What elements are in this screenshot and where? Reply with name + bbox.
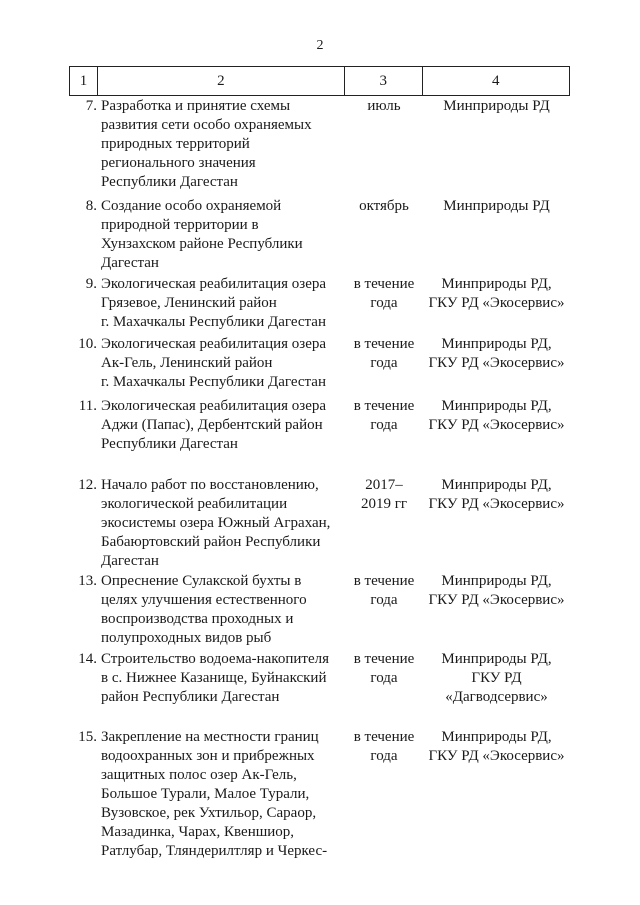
responsible-line: Минприроды РД, [441,336,552,352]
description-line: Ратлубар, Тляндерилтляр и Черкес- [101,843,328,859]
row-responsible [423,97,570,116]
term-line: года [370,592,398,608]
term-line: в течение [353,336,415,352]
row-term [345,97,423,116]
description-line: Экологическая реабилитация озера [101,276,327,292]
row-description [101,335,341,392]
row-description [101,97,341,192]
description-line: целях улучшения естественного [101,592,307,608]
description-line: г. Махачкалы Республики Дагестан [101,374,326,390]
description-line: природных территорий [101,136,250,152]
description-line: Ак-Гель, Ленинский район [101,355,273,371]
term-line: июль [367,98,401,114]
row-number: 12. [78,477,97,493]
responsible-line: Минприроды РД, [441,398,552,414]
description-line: район Республики Дагестан [101,689,280,705]
description-line: регионального значения [101,155,256,171]
description-line: Республики Дагестан [101,174,238,190]
row-number: 7. [85,98,97,114]
responsible-line: ГКУ РД [471,670,522,686]
row-term [345,572,423,610]
description-line: Вузовское, рек Ухтильор, Сараор, [101,805,317,821]
term-line: 2019 гг [360,496,408,512]
description-line: Дагестан [101,553,159,569]
row-responsible [423,197,570,216]
row-number: 13. [78,573,97,589]
term-line: в течение [353,398,415,414]
responsible-line: ГКУ РД «Экосервис» [428,496,565,512]
header-col-2: 2 [98,67,345,95]
row-term [345,728,423,766]
description-line: Дагестан [101,255,159,271]
term-line: года [370,748,398,764]
description-line: Создание особо охраняемой [101,198,282,214]
term-line: года [370,355,398,371]
responsible-line: ГКУ РД «Экосервис» [428,295,565,311]
description-line: Аджи (Папас), Дербентский район [101,417,323,433]
term-line: в течение [353,651,415,667]
row-responsible [423,275,570,313]
description-line: водоохранных зон и прибрежных [101,748,315,764]
term-line: в течение [353,276,415,292]
description-line: Республики Дагестан [101,436,238,452]
row-description [101,650,341,707]
row-description [101,572,341,648]
row-term [345,335,423,373]
row-responsible [423,335,570,373]
description-line: Начало работ по восстановлению, [101,477,319,493]
row-number: 14. [78,651,97,667]
term-line: в течение [353,573,415,589]
responsible-line: Минприроды РД, [441,477,552,493]
row-responsible [423,572,570,610]
description-line: Большое Турали, Малое Турали, [101,786,310,802]
description-line: Разработка и принятие схемы [101,98,291,114]
description-line: г. Махачкалы Республики Дагестан [101,314,326,330]
description-line: Хунзахском районе Республики [101,236,303,252]
row-responsible [423,728,570,766]
row-number: 9. [85,276,97,292]
description-line: развития сети особо охраняемых [101,117,312,133]
description-line: экосистемы озера Южный Аграхан, [101,515,331,531]
description-line: Закрепление на местности границ [101,729,319,745]
page-number: 2 [316,38,324,53]
responsible-line: ГКУ РД «Экосервис» [428,592,565,608]
row-responsible [423,397,570,435]
responsible-line: Минприроды РД, [441,651,552,667]
description-line: в с. Нижнее Казанище, Буйнакский [101,670,327,686]
row-description [101,197,341,273]
responsible-line: Минприроды РД, [441,573,552,589]
description-line: Грязевое, Ленинский район [101,295,277,311]
row-description [101,397,341,454]
description-line: экологической реабилитации [101,496,288,512]
table-header [69,66,570,96]
responsible-line: ГКУ РД «Экосервис» [428,417,565,433]
term-line: 2017– [365,477,403,493]
responsible-line: Минприроды РД, [441,276,552,292]
description-line: полупроходных видов рыб [101,630,272,646]
responsible-line: «Дагводсервис» [445,689,548,705]
description-line: воспроизводства проходных и [101,611,294,627]
header-col-3: 3 [345,67,423,95]
description-line: Мазадинка, Чарах, Квеншиор, [101,824,295,840]
description-line: Экологическая реабилитация озера [101,336,327,352]
term-line: года [370,295,398,311]
row-term [345,397,423,435]
row-number: 15. [78,729,97,745]
description-line: природной территории в [101,217,259,233]
responsible-line: ГКУ РД «Экосервис» [428,355,565,371]
row-description [101,728,341,861]
row-number: 11. [78,398,97,414]
row-number: 8. [85,198,97,214]
row-term [345,197,423,216]
header-col-1: 1 [70,67,98,95]
row-term [345,476,423,514]
description-line: Экологическая реабилитация озера [101,398,327,414]
row-responsible [423,476,570,514]
row-number: 10. [78,336,97,352]
description-line: Строительство водоема-накопителя [101,651,329,667]
term-line: октябрь [359,198,409,214]
term-line: года [370,417,398,433]
row-term [345,650,423,688]
row-description [101,275,341,332]
description-line: Опреснение Сулакской бухты в [101,573,302,589]
row-term [345,275,423,313]
term-line: года [370,670,398,686]
responsible-line: Минприроды РД, [441,729,552,745]
responsible-line: ГКУ РД «Экосервис» [428,748,565,764]
description-line: защитных полос озер Ак-Гель, [101,767,297,783]
description-line: Бабаюртовский район Республики [101,534,321,550]
header-col-4: 4 [492,72,500,89]
row-responsible [423,650,570,707]
row-description [101,476,341,571]
responsible-line: Минприроды РД [443,198,550,214]
term-line: в течение [353,729,415,745]
responsible-line: Минприроды РД [443,98,550,114]
